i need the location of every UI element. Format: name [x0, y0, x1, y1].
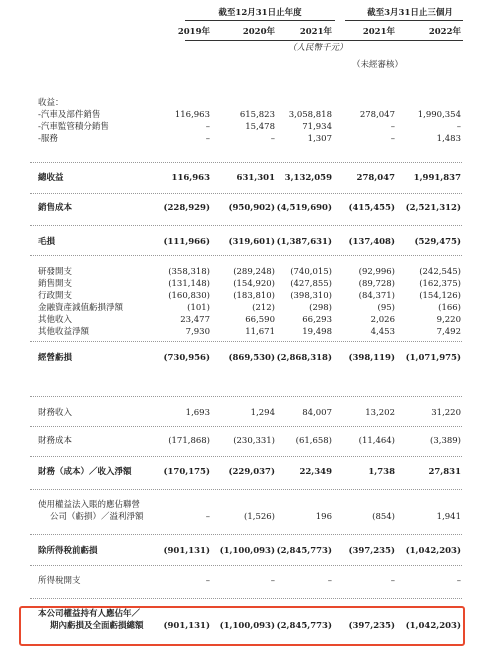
cell-value: 71,934 — [302, 122, 332, 132]
cell-value: (740,015) — [290, 267, 332, 277]
cell-value: (154,126) — [419, 291, 461, 301]
cell-value: 278,047 — [359, 110, 395, 120]
cell-value: 7,930 — [185, 327, 210, 337]
row-separator — [30, 598, 462, 599]
cell-value: 116,963 — [174, 110, 210, 120]
cell-value: (397,235) — [348, 621, 395, 631]
cell-value: (298) — [309, 303, 332, 313]
cell-value: 9,220 — [436, 315, 461, 325]
cell-value: (2,845,773) — [276, 546, 332, 556]
cell-value: 1,991,837 — [413, 173, 461, 183]
cell-value: 4,453 — [370, 327, 395, 337]
cell-value: (137,408) — [348, 237, 395, 247]
row-separator — [30, 193, 462, 194]
cell-value: (901,131) — [163, 546, 210, 556]
cell-value: 1,483 — [436, 134, 461, 144]
cell-value: (170,175) — [163, 467, 210, 477]
row-separator — [30, 162, 462, 163]
row-separator — [30, 255, 462, 256]
cell-value: – — [205, 512, 210, 522]
cell-value: (11,464) — [358, 436, 395, 446]
cell-value: 1,738 — [368, 467, 395, 477]
cell-value: 1,693 — [185, 408, 210, 418]
cell-value: (228,929) — [163, 203, 210, 213]
row-label: 本公司權益持有人應佔年／ — [38, 609, 141, 619]
cell-value: 84,007 — [302, 408, 332, 418]
row-separator — [30, 534, 462, 535]
cell-value: 31,220 — [431, 408, 461, 418]
cell-value: (92,996) — [358, 267, 395, 277]
cell-value: – — [205, 134, 210, 144]
cell-value: (154,920) — [233, 279, 275, 289]
cell-value: 1,990,354 — [417, 110, 461, 120]
cell-value: (869,530) — [228, 353, 275, 363]
row-separator — [30, 565, 462, 566]
highlight-box — [19, 606, 465, 646]
cell-value: 23,477 — [180, 315, 210, 325]
cell-value: (171,868) — [168, 436, 210, 446]
cell-value: – — [327, 576, 332, 586]
row-label: -汽車監管積分銷售 — [38, 122, 109, 132]
cell-value: 1,307 — [307, 134, 332, 144]
cell-value: (289,248) — [233, 267, 275, 277]
row-label: 其他收入 — [38, 315, 73, 325]
cell-value: – — [270, 576, 275, 586]
cell-value: (84,371) — [358, 291, 395, 301]
row-label-line2: 期內虧損及全面虧損總額 — [50, 621, 144, 631]
cell-value: (111,966) — [163, 237, 210, 247]
row-label: 毛損 — [38, 237, 56, 247]
cell-value: 278,047 — [356, 173, 395, 183]
cell-value: (212) — [252, 303, 275, 313]
row-label: 銷售開支 — [38, 279, 73, 289]
cell-value: (101) — [187, 303, 210, 313]
cell-value: – — [456, 122, 461, 132]
cell-value: (1,071,975) — [405, 353, 461, 363]
cell-value: – — [390, 122, 395, 132]
cell-value: (183,810) — [233, 291, 275, 301]
row-label: 銷售成本 — [38, 203, 73, 213]
header-quarter-group: 截至3月31日止三個月 — [367, 8, 453, 18]
row-label: 財務收入 — [38, 408, 73, 418]
year-col-0: 2019年 — [177, 27, 210, 37]
cell-value: (398,310) — [290, 291, 332, 301]
cell-value: – — [390, 134, 395, 144]
row-separator — [30, 225, 462, 226]
cell-value: (2,868,318) — [276, 353, 332, 363]
cell-value: (427,855) — [290, 279, 332, 289]
cell-value: (529,475) — [414, 237, 461, 247]
cell-value: 66,590 — [245, 315, 275, 325]
cell-value: (950,902) — [228, 203, 275, 213]
cell-value: (242,545) — [419, 267, 461, 277]
cell-value: 631,301 — [236, 173, 275, 183]
cell-value: 3,058,818 — [288, 110, 332, 120]
cell-value: (162,375) — [419, 279, 461, 289]
cell-value: (2,521,312) — [405, 203, 461, 213]
unit-label: （人民幣千元） — [288, 43, 348, 53]
row-label: 財務成本 — [38, 436, 73, 446]
cell-value: (95) — [377, 303, 395, 313]
cell-value: 7,492 — [436, 327, 461, 337]
cell-value: 15,478 — [245, 122, 275, 132]
row-label: -汽車及部件銷售 — [38, 110, 101, 120]
cell-value: – — [456, 576, 461, 586]
cell-value: 13,202 — [365, 408, 395, 418]
year-col-2: 2021年 — [299, 27, 332, 37]
year-col-4: 2022年 — [428, 27, 461, 37]
cell-value: 2,026 — [370, 315, 395, 325]
cell-value: 1,941 — [436, 512, 461, 522]
row-label: 總收益 — [38, 173, 64, 183]
cell-value: 196 — [315, 512, 332, 522]
row-label: 收益： — [38, 98, 64, 108]
cell-value: 22,349 — [299, 467, 332, 477]
year-col-1: 2020年 — [242, 27, 275, 37]
row-label: 所得稅開支 — [38, 576, 81, 586]
cell-value: – — [205, 576, 210, 586]
cell-value: (166) — [438, 303, 461, 313]
cell-value: (89,728) — [358, 279, 395, 289]
cell-value: (398,119) — [348, 353, 395, 363]
row-separator — [30, 489, 462, 490]
cell-value: (160,830) — [168, 291, 210, 301]
row-label: 經營虧損 — [38, 353, 73, 363]
cell-value: (319,601) — [228, 237, 275, 247]
cell-value: – — [270, 134, 275, 144]
row-separator — [30, 426, 462, 427]
row-label: 研發開支 — [38, 267, 73, 277]
row-label: 其他收益淨額 — [38, 327, 90, 337]
cell-value: (1,526) — [244, 512, 275, 522]
cell-value: 11,671 — [245, 327, 275, 337]
cell-value: 1,294 — [250, 408, 275, 418]
cell-value: (1,100,093) — [219, 621, 275, 631]
cell-value: (730,956) — [163, 353, 210, 363]
cell-value: (1,387,631) — [276, 237, 332, 247]
row-separator — [30, 341, 462, 342]
cell-value: 615,823 — [239, 110, 275, 120]
cell-value: (4,519,690) — [276, 203, 332, 213]
cell-value: (61,658) — [295, 436, 332, 446]
cell-value: – — [390, 576, 395, 586]
header-year-group: 截至12月31日止年度 — [218, 8, 302, 18]
cell-value: 3,132,059 — [284, 173, 332, 183]
cell-value: 27,831 — [428, 467, 461, 477]
row-separator — [30, 456, 462, 457]
row-label: 行政開支 — [38, 291, 73, 301]
unaudited-label: （未經審核） — [352, 60, 404, 70]
cell-value: (229,037) — [228, 467, 275, 477]
row-separator — [30, 396, 462, 397]
row-label: 財務（成本）／收入淨額 — [38, 467, 132, 477]
cell-value: 66,293 — [302, 315, 332, 325]
cell-value: 116,963 — [171, 173, 210, 183]
row-label: 除所得稅前虧損 — [38, 546, 98, 556]
cell-value: (1,042,203) — [405, 621, 461, 631]
cell-value: (901,131) — [163, 621, 210, 631]
cell-value: (415,455) — [348, 203, 395, 213]
cell-value: (1,100,093) — [219, 546, 275, 556]
row-label-line2: 公司（虧損）／溢利淨額 — [50, 512, 144, 522]
cell-value: (131,148) — [168, 279, 210, 289]
year-col-3: 2021年 — [362, 27, 395, 37]
cell-value: (3,389) — [430, 436, 461, 446]
row-label: 使用權益法入賬的應佔聯營 — [38, 500, 141, 510]
row-label: -服務 — [38, 134, 58, 144]
cell-value: (854) — [372, 512, 395, 522]
cell-value: 19,498 — [302, 327, 332, 337]
cell-value: (230,331) — [233, 436, 275, 446]
cell-value: – — [205, 122, 210, 132]
cell-value: (1,042,203) — [405, 546, 461, 556]
cell-value: (2,845,773) — [276, 621, 332, 631]
row-label: 金融資產減值虧損淨額 — [38, 303, 124, 313]
cell-value: (397,235) — [348, 546, 395, 556]
cell-value: (358,318) — [168, 267, 210, 277]
